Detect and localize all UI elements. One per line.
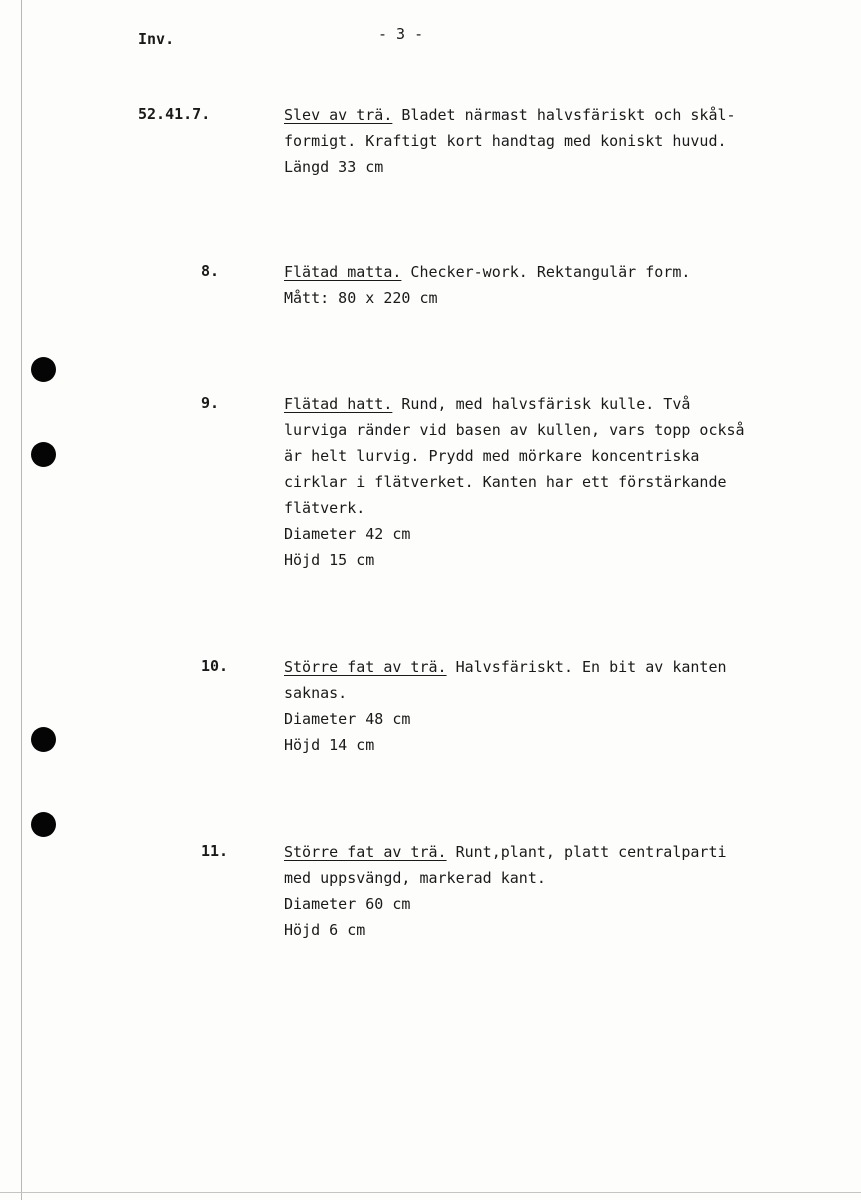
entry-line <box>284 102 824 128</box>
entry-line: Höjd 14 cm <box>284 736 375 754</box>
entry-line: Längd 33 cm <box>284 158 384 176</box>
entry-line: Höjd 15 cm <box>284 551 375 569</box>
entry-line-text: Checker-work. Rektangulär form. <box>401 263 691 281</box>
punch-hole-1 <box>31 357 56 382</box>
entry-line: är helt lurvig. Prydd med mörkare koncentriska <box>284 447 700 465</box>
entry-line: cirklar i flätverket. Kanten har ett förstärkande <box>284 473 727 491</box>
entry-number: 10. <box>201 657 229 675</box>
entry-number: 8. <box>201 262 220 280</box>
punch-hole-4 <box>31 812 56 837</box>
entry-line: Diameter 60 cm <box>284 895 411 913</box>
entry-line <box>284 839 824 865</box>
entry-title: Större fat av trä. <box>284 843 447 861</box>
entry-line-text: Bladet närmast halvsfäriskt och skål- <box>392 106 736 124</box>
entry-line: med uppsvängd, markerad kant. <box>284 869 546 887</box>
entry-line: Höjd 6 cm <box>284 921 366 939</box>
entry-line-text: Halvsfäriskt. En bit av kanten <box>446 658 727 676</box>
page-number: - 3 - <box>378 25 424 43</box>
entry-title: Flätad matta. <box>284 263 402 281</box>
entry-line: saknas. <box>284 684 348 702</box>
entry-line: Mått: 80 x 220 cm <box>284 289 438 307</box>
entry-description <box>284 654 824 758</box>
entry-line <box>284 654 824 680</box>
entry-number: 9. <box>201 394 220 412</box>
entry-number: 52.41.7. <box>138 105 211 123</box>
entry-line: formigt. Kraftigt kort handtag med koniskt huvud. <box>284 132 727 150</box>
punch-hole-3 <box>31 727 56 752</box>
entry-title: Större fat av trä. <box>284 658 447 676</box>
entry-line: lurviga ränder vid basen av kullen, vars topp också <box>284 421 745 439</box>
punch-hole-2 <box>31 442 56 467</box>
entry-line-text: Runt,plant, platt centralparti <box>446 843 727 861</box>
entry-title: Flätad hatt. <box>284 395 393 413</box>
entry-description <box>284 839 824 943</box>
entry-description <box>284 102 824 180</box>
entry-line: flätverk. <box>284 499 366 517</box>
entry-description <box>284 259 824 311</box>
bottom-edge-line <box>0 1192 861 1193</box>
entry-number: 11. <box>201 842 229 860</box>
inventory-label: Inv. <box>138 30 175 48</box>
entry-line <box>284 259 824 285</box>
entry-title: Slev av trä. <box>284 106 393 124</box>
entry-line <box>284 391 824 417</box>
entry-line-text: Rund, med halvsfärisk kulle. Två <box>392 395 691 413</box>
entry-line: Diameter 42 cm <box>284 525 411 543</box>
left-margin-line <box>21 0 22 1200</box>
entry-line: Diameter 48 cm <box>284 710 411 728</box>
entry-description <box>284 391 824 573</box>
